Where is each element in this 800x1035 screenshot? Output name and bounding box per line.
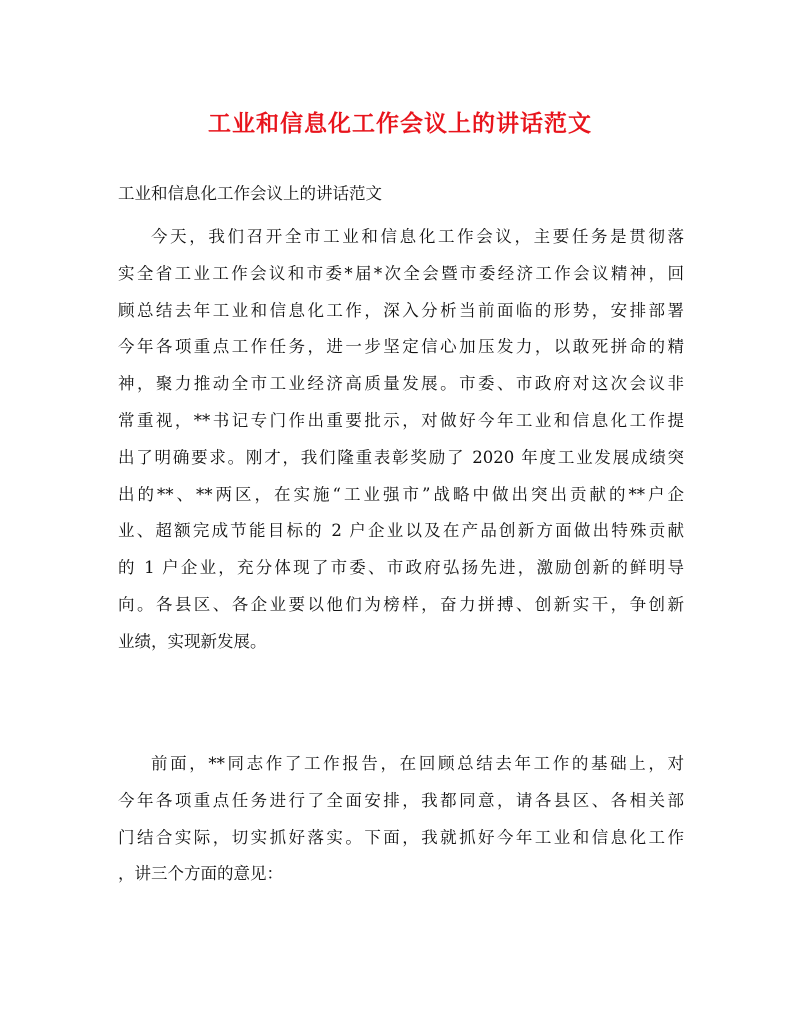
paragraph-line: 前面，**同志作了工作报告，在回顾总结去年工作的基础上，对: [151, 754, 684, 773]
paragraph-line: 神，聚力推动全市工业经济高质量发展。市委、市政府对这次会议非: [118, 374, 684, 394]
paragraph-report: [118, 746, 684, 893]
document-title: 工业和信息化工作会议上的讲话范文: [208, 110, 592, 137]
paragraph-line: 顾总结去年工业和信息化工作，深入分析当前面临的形势，安排部署: [118, 300, 684, 320]
paragraph-line: 业绩，实现新发展。: [118, 631, 267, 651]
paragraph-line: 业、超额完成节能目标的 2 户企业以及在产品创新方面做出特殊贡献: [118, 521, 684, 541]
paragraph-line: 今年各项重点任务进行了全面安排，我都同意，请各县区、各相关部: [118, 790, 684, 810]
paragraph-line: 实全省工业工作会议和市委*届*次全会暨市委经济工作会议精神，回: [118, 263, 684, 283]
paragraph-line: 出了明确要求。刚才，我们隆重表彰奖励了 2020 年度工业发展成绩突: [118, 447, 684, 467]
paragraph-line: 今天，我们召开全市工业和信息化工作会议，主要任务是贯彻落: [151, 227, 684, 246]
paragraph-line: 今年各项重点工作任务，进一步坚定信心加压发力，以敢死拼命的精: [118, 337, 684, 357]
paragraph-line: 的 1 户企业，充分体现了市委、市政府弘扬先进，激励创新的鲜明导: [118, 558, 684, 578]
paragraph-line: 门结合实际，切实抓好落实。下面，我就抓好今年工业和信息化工作: [118, 827, 684, 847]
paragraph-line: ，讲三个方面的意见：: [118, 864, 283, 884]
paragraph-line: 出的**、**两区，在实施“工业强市”战略中做出突出贡献的**户企: [118, 484, 684, 504]
paragraph-line: 常重视，**书记专门作出重要批示，对做好今年工业和信息化工作提: [118, 410, 684, 430]
paragraph-line: 向。各县区、各企业要以他们为榜样，奋力拼搏、创新实干，争创新: [118, 594, 684, 614]
paragraph-opening: [118, 219, 684, 661]
document-subtitle: 工业和信息化工作会议上的讲话范文: [118, 184, 382, 203]
